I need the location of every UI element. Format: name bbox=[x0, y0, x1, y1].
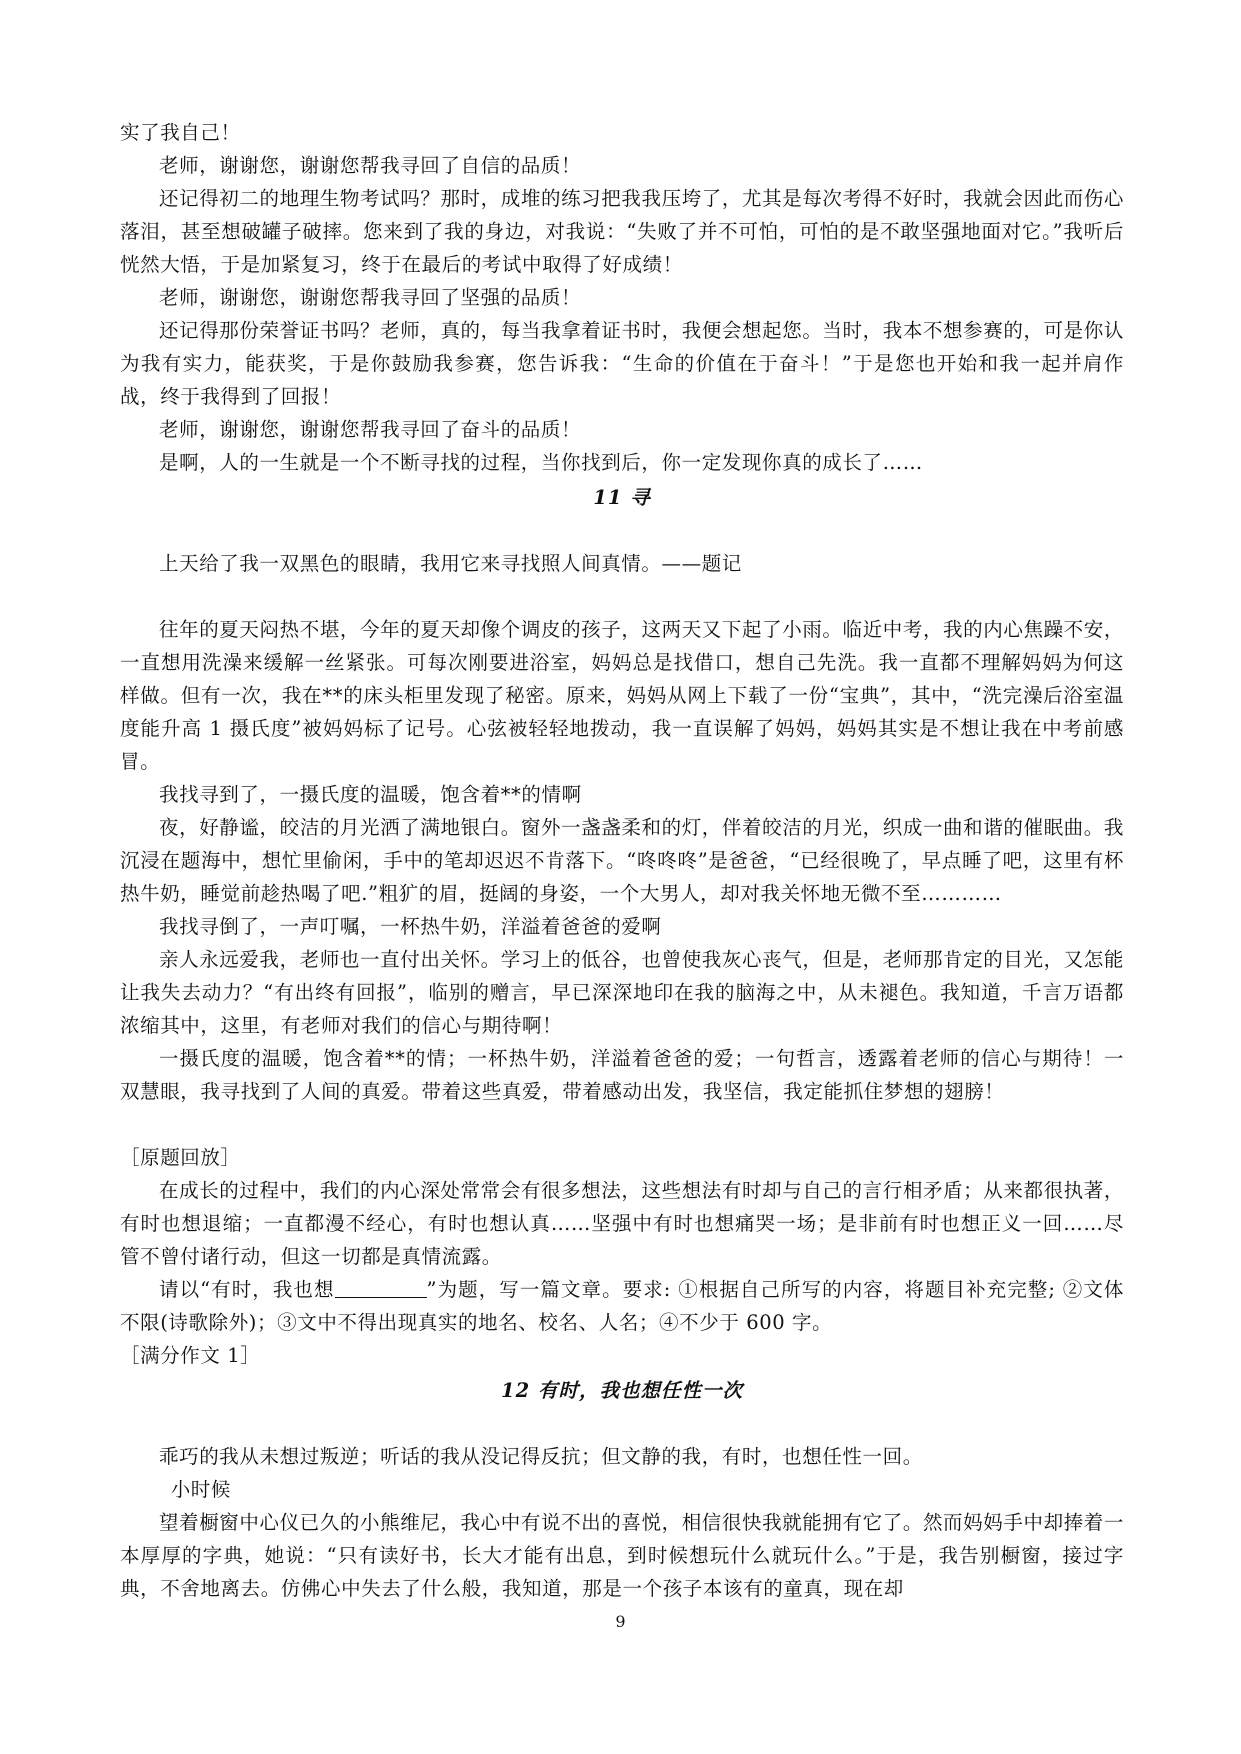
spacer bbox=[120, 580, 1124, 613]
paragraph: 还记得初二的地理生物考试吗？那时，成堆的练习把我我压垮了，尤其是每次考得不好时，我就会因此而伤心落泪，甚至想破罐子破摔。您来到了我的身边，对我说：“失败了并不可怕，可怕的是不敢坚强地面对它。”我听后恍然大悟，于是加紧复习，终于在最后的考试中取得了好成绩！ bbox=[120, 187, 1124, 276]
paragraph: 乖巧的我从未想过叛逆；听话的我从没记得反抗；但文静的我，有时，也想任性一回。 bbox=[159, 1445, 923, 1468]
paragraph: 老师，谢谢您，谢谢您帮我寻回了坚强的品质！ bbox=[159, 286, 582, 309]
paragraph: 一摄氏度的温暖，饱含着**的情；一杯热牛奶，洋溢着爸爸的爱；一句哲言，透露着老师的信心与期待！一双慧眼，我寻找到了人间的真爱。带着这些真爱，带着感动出发，我坚信，我定能抓住梦想的翅膀！ bbox=[120, 1047, 1124, 1103]
title-blank bbox=[335, 1275, 427, 1298]
paragraph: 是啊，人的一生就是一个不断寻找的过程，当你找到后，你一定发现你真的成长了…… bbox=[159, 451, 923, 474]
essay-11-epigraph: 上天给了我一双黑色的眼睛，我用它来寻找照人间真情。——题记 bbox=[159, 552, 742, 575]
paragraph: 还记得那份荣誉证书吗？老师，真的，每当我拿着证书时，我便会想起您。当时，我本不想参赛的，可是你认为我有实力，能获奖，于是你鼓励我参赛，您告诉我：“生命的价值在于奋斗！”于是您也开始和我一起并肩作战，终于我得到了回报！ bbox=[120, 319, 1124, 408]
prompt-text-before: 请以“有时，我也想 bbox=[159, 1278, 335, 1301]
spacer bbox=[120, 1108, 1124, 1141]
essay-11-title: 11 寻 bbox=[593, 486, 651, 509]
paragraph: 往年的夏天闷热不堪，今年的夏天却像个调皮的孩子，这两天又下起了小雨。临近中考，我的内心焦躁不安，一直想用洗澡来缓解一丝紧张。可每次刚要进浴室，妈妈总是找借口，想自己先洗。我一直都不理解妈妈为何这样做。但有一次，我在**的床头柜里发现了秘密。原来，妈妈从网上下载了一份“宝典”，其中，“洗完澡后浴室温度能升高 1 摄氏度”被妈妈标了记号。心弦被轻轻地拨动，我一直误解了妈妈，妈妈其实是不想让我在中考前感冒。 bbox=[120, 618, 1124, 773]
page-content bbox=[120, 116, 1124, 1605]
page-number: 9 bbox=[615, 1612, 626, 1631]
section-subhead: 小时候 bbox=[170, 1478, 231, 1501]
paragraph: 夜，好静谧，皎洁的月光洒了满地银白。窗外一盏盏柔和的灯，伴着皎洁的月光，织成一曲和谐的催眠曲。我沉浸在题海中，想忙里偷闲，手中的笔却迟迟不肯落下。“咚咚咚”是爸爸，“已经很晚了，早点睡了吧，这里有杯热牛奶，睡觉前趁热喝了吧.”粗犷的眉，挺阔的身姿，一个大男人，却对我关怀地无微不至………… bbox=[120, 816, 1124, 905]
paragraph: 老师，谢谢您，谢谢您帮我寻回了自信的品质！ bbox=[159, 154, 582, 177]
paragraph: 我找寻到了，一摄氏度的温暖，饱含着**的情啊 bbox=[159, 783, 582, 806]
review-label: ［原题回放］ bbox=[120, 1146, 241, 1169]
prompt-text-after: ”为题，写一篇文章。要求: ①根据自己所写的内容，将题目补充完整; ②文体不限(诗歌除外)；③文中不得出现真实的地名、校名、人名；④不少于 600 字。 bbox=[120, 1278, 1124, 1334]
paragraph: 我找寻倒了，一声叮嘱，一杯热牛奶，洋溢着爸爸的爱啊 bbox=[159, 915, 662, 938]
essay-12-title: 12 有时，我也想任性一次 bbox=[501, 1379, 743, 1402]
paragraph: 亲人永远爱我，老师也一直付出关怀。学习上的低谷，也曾使我灰心丧气，但是，老师那肯定的目光，又怎能让我失去动力？“有出终有回报”，临别的赠言，早已深深地印在我的脑海之中，从未褪色。我知道，千言万语都浓缩其中，这里，有老师对我们的信心与期待啊！ bbox=[120, 948, 1124, 1037]
paragraph: 老师，谢谢您，谢谢您帮我寻回了奋斗的品质！ bbox=[159, 418, 582, 441]
essay-prompt bbox=[120, 1273, 1124, 1339]
paragraph: 望着橱窗中心仪已久的小熊维尼，我心中有说不出的喜悦，相信很快我就能拥有它了。然而妈妈手中却捧着一本厚厚的字典，她说：“只有读好书，长大才能有出息，到时候想玩什么就玩什么。”于是，我告别橱窗，接过字典，不舍地离去。仿佛心中失去了什么般，我知道，那是一个孩子本该有的童真，现在却 bbox=[120, 1511, 1124, 1600]
paragraph-continuation: 实了我自己！ bbox=[120, 121, 241, 144]
full-score-label: ［满分作文 1］ bbox=[120, 1344, 261, 1367]
paragraph: 在成长的过程中，我们的内心深处常常会有很多想法，这些想法有时却与自己的言行相矛盾；从来都很执著，有时也想退缩；一直都漫不经心，有时也想认真……坚强中有时也想痛哭一场；是非前有时也想正义一回……尽管不曾付诸行动，但这一切都是真情流露。 bbox=[120, 1179, 1124, 1268]
